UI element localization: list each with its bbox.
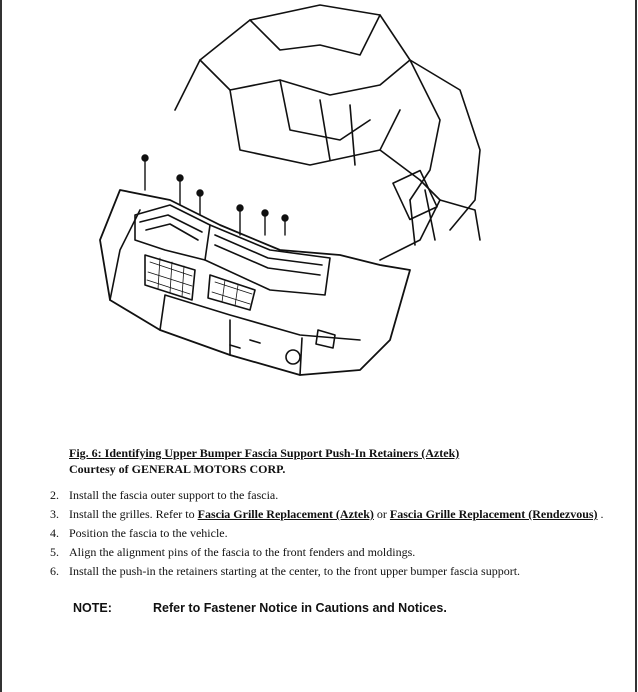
step-number: 4. bbox=[50, 526, 59, 540]
step-text: Install the fascia outer support to the fascia. bbox=[69, 488, 279, 502]
step-text-post: . bbox=[597, 507, 604, 521]
step-number: 3. bbox=[50, 507, 59, 521]
figure-credit: Courtesy of GENERAL MOTORS CORP. bbox=[69, 462, 286, 476]
note-label: NOTE: bbox=[73, 601, 112, 615]
step-5 bbox=[50, 544, 610, 561]
step-text: Install the push-in the retainers starting at the center, to the front upper bumper fascia support. bbox=[69, 564, 521, 578]
step-text: Align the alignment pins of the fascia to the front fenders and moldings. bbox=[69, 545, 416, 559]
step-text-mid: or bbox=[373, 507, 390, 521]
step-number: 2. bbox=[50, 488, 59, 502]
fascia-grille-rendezvous-link[interactable]: Fascia Grille Replacement (Rendezvous) bbox=[389, 507, 598, 521]
fascia-grille-aztek-link[interactable]: Fascia Grille Replacement (Aztek) bbox=[197, 507, 374, 521]
step-4 bbox=[50, 525, 610, 542]
figure-caption bbox=[69, 445, 459, 477]
note-text: Refer to Fastener Notice in Cautions and Notices. bbox=[153, 601, 447, 615]
step-6 bbox=[50, 563, 610, 580]
figure-title: Fig. 6: Identifying Upper Bumper Fascia Support Push-In Retainers (Aztek) bbox=[69, 446, 460, 460]
fastener-note bbox=[73, 601, 447, 615]
step-number: 6. bbox=[50, 564, 59, 578]
step-number: 5. bbox=[50, 545, 59, 559]
page-border-right bbox=[635, 0, 637, 692]
step-3 bbox=[50, 506, 610, 523]
procedure-steps bbox=[50, 487, 610, 582]
step-text-pre: Install the grilles. Refer to bbox=[69, 507, 198, 521]
page-border-left bbox=[0, 0, 2, 692]
step-2 bbox=[50, 487, 610, 504]
step-text: Position the fascia to the vehicle. bbox=[69, 526, 228, 540]
bumper-fascia-illustration bbox=[80, 0, 500, 400]
